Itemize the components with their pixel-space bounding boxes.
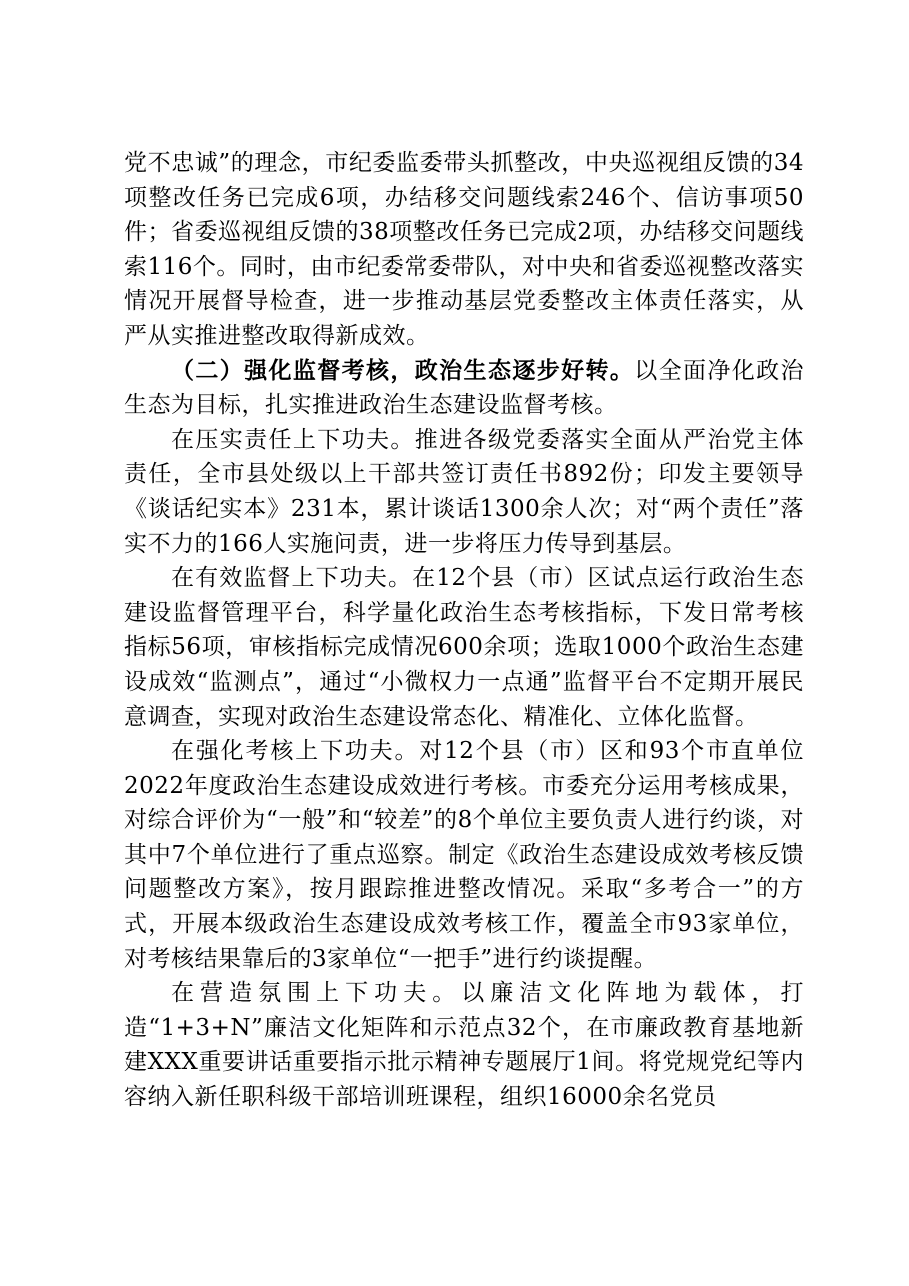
- paragraph-atmosphere: 在营造氛围上下功夫。以廉洁文化阵地为载体，打造“1+3+N”廉洁文化矩阵和示范点32个，在市廉政教育基地新建XXX重要讲话重要指示批示精神专题展厅1间。将党规党纪等内容纳入新任职科级干部培训班课程，组织16000余名党员: [124, 980, 804, 1111]
- section-heading: （二）强化监督考核，政治生态逐步好转。: [171, 356, 635, 384]
- paragraph-supervision: 在有效监督上下功夫。在12个县（市）区试点运行政治生态建设监督管理平台，科学量化政治生态考核指标，下发日常考核指标56项，审核指标完成情况600余项；选取1000个政治生态建设成效“监测点”，通过“小微权力一点通”监督平台不定期开展民意调查，实现对政治生态建设常态化、精准化、立体化监督。: [124, 565, 804, 730]
- section-heading-body: 以全面净化政治生态为目标，扎实推进政治生态建设监督考核。: [124, 357, 805, 419]
- paragraph-responsibility: 在压实责任上下功夫。推进各级党委落实全面从严治党主体责任，全市县处级以上干部共签订责任书892份；印发主要领导《谈话纪实本》231本，累计谈话1300余人次；对“两个责任”落实不力的166人实施问责，进一步将压力传导到基层。: [124, 426, 804, 557]
- paragraph-section-heading: [124, 354, 804, 423]
- paragraph-continuation: 党不忠诚”的理念，市纪委监委带头抓整改，中央巡视组反馈的34项整改任务已完成6项，办结移交问题线索246个、信访事项50件；省委巡视组反馈的38项整改任务已完成2项，办结移交问题线索116个。同时，由市纪委常委带队，对中央和省委巡视整改落实情况开展督导检查，进一步推动基层党委整改主体责任落实，从严从实推进整改取得新成效。: [124, 150, 804, 349]
- document-body: [124, 146, 804, 1115]
- paragraph-assessment: 在强化考核上下功夫。对12个县（市）区和93个市直单位2022年度政治生态建设成效进行考核。市委充分运用考核成果，对综合评价为“一般”和“较差”的8个单位主要负责人进行约谈，对其中7个单位进行了重点巡察。制定《政治生态建设成效考核反馈问题整改方案》，按月跟踪推进整改情况。采取“多考合一”的方式，开展本级政治生态建设成效考核工作，覆盖全市93家单位，对考核结果靠后的3家单位“一把手”进行约谈提醒。: [124, 738, 804, 972]
